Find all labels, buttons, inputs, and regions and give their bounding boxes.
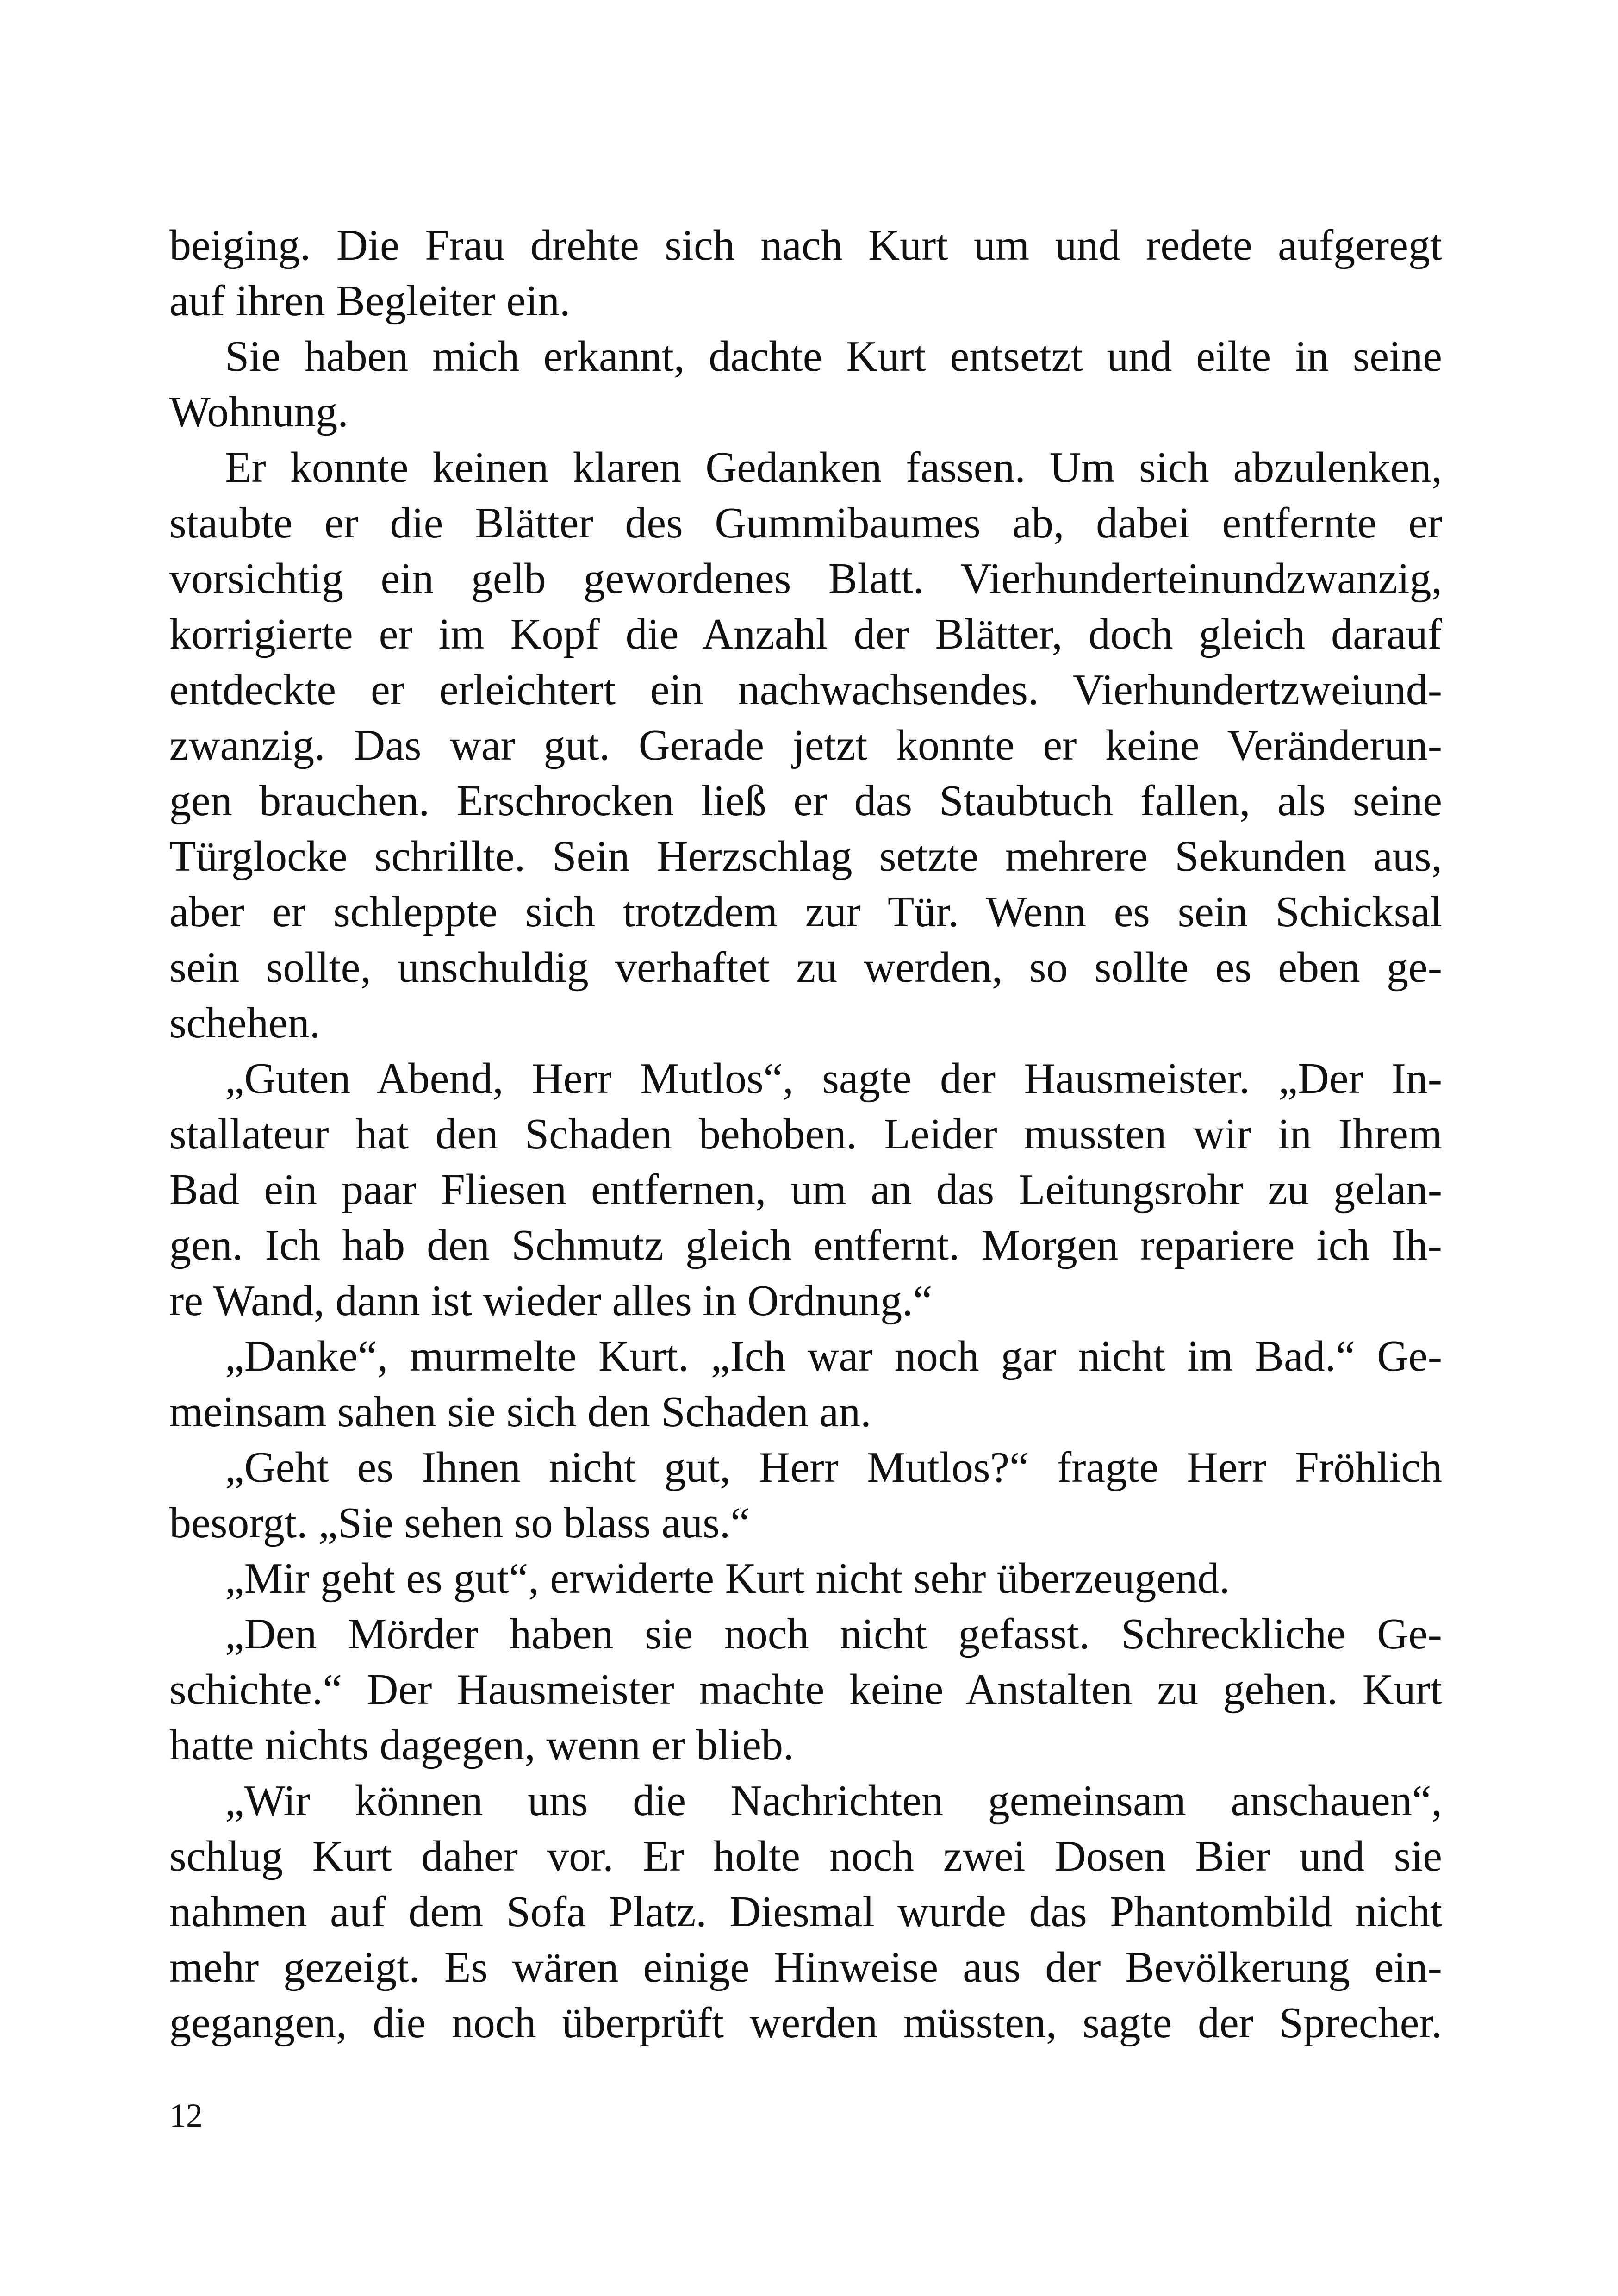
text-line: stallateur hat den Schaden behoben. Leider mussten wir in Ihrem <box>169 1110 1442 1158</box>
text-line: entdeckte er erleichtert ein nachwachsendes. Vierhundertzweiund- <box>169 666 1442 714</box>
text-line: „Danke“, murmelte Kurt. „Ich war noch gar nicht im Bad.“ Ge- <box>225 1332 1442 1380</box>
text-line: zwanzig. Das war gut. Gerade jetzt konnte er keine Veränderun- <box>169 721 1442 769</box>
text-line: Wohnung. <box>169 388 348 436</box>
paragraph <box>169 440 1442 1051</box>
text-line: Er konnte keinen klaren Gedanken fassen. Um sich abzulenken, <box>225 443 1442 492</box>
text-line: schlug Kurt daher vor. Er holte noch zwei Dosen Bier und sie <box>169 1832 1442 1880</box>
text-line: „Den Mörder haben sie noch nicht gefasst. Schreckliche Ge- <box>225 1610 1442 1658</box>
text-line: gen. Ich hab den Schmutz gleich entfernt. Morgen repariere ich Ih- <box>169 1221 1442 1269</box>
body-text <box>169 218 1442 2051</box>
paragraph <box>169 1551 1442 1606</box>
text-line: sein sollte, unschuldig verhaftet zu werden, so sollte es eben ge- <box>169 943 1442 992</box>
paragraph <box>169 1773 1442 2051</box>
text-line: aber er schleppte sich trotzdem zur Tür. Wenn es sein Schicksal <box>169 888 1442 936</box>
text-line: nahmen auf dem Sofa Platz. Diesmal wurde das Phantombild nicht <box>169 1888 1442 1936</box>
text-line: auf ihren Begleiter ein. <box>169 277 571 325</box>
text-line: schichte.“ Der Hausmeister machte keine Anstalten zu gehen. Kurt <box>169 1666 1442 1714</box>
text-line: „Geht es Ihnen nicht gut, Herr Mutlos?“ fragte Herr Fröhlich <box>225 1443 1442 1491</box>
text-line: Türglocke schrillte. Sein Herzschlag setzte mehrere Sekunden aus, <box>169 832 1442 880</box>
text-line: staubte er die Blätter des Gummibaumes ab, dabei entfernte er <box>169 499 1442 547</box>
paragraph <box>169 1606 1442 1773</box>
paragraph <box>169 1440 1442 1551</box>
paragraph <box>169 218 1442 329</box>
text-line: schehen. <box>169 999 321 1047</box>
paragraph <box>169 1051 1442 1329</box>
text-line: „Mir geht es gut“, erwiderte Kurt nicht sehr überzeugend. <box>225 1554 1230 1603</box>
text-line: mehr gezeigt. Es wären einige Hinweise aus der Bevölkerung ein- <box>169 1943 1442 1991</box>
text-line: „Guten Abend, Herr Mutlos“, sagte der Hausmeister. „Der In- <box>225 1054 1442 1103</box>
text-line: hatte nichts dagegen, wenn er blieb. <box>169 1721 794 1769</box>
text-line: re Wand, dann ist wieder alles in Ordnung.“ <box>169 1277 933 1325</box>
text-line: „Wir können uns die Nachrichten gemeinsam anschauen“, <box>225 1777 1442 1825</box>
text-line: besorgt. „Sie sehen so blass aus.“ <box>169 1499 750 1547</box>
paragraph <box>169 329 1442 440</box>
text-line: beiging. Die Frau drehte sich nach Kurt um und redete aufgeregt <box>169 221 1442 269</box>
text-line: Sie haben mich erkannt, dachte Kurt entsetzt und eilte in seine <box>225 332 1442 381</box>
text-line: Bad ein paar Fliesen entfernen, um an das Leitungsrohr zu gelan- <box>169 1166 1442 1214</box>
text-line: vorsichtig ein gelb gewordenes Blatt. Vierhunderteinundzwanzig, <box>169 555 1442 603</box>
text-line: gen brauchen. Erschrocken ließ er das Staubtuch fallen, als seine <box>169 777 1442 825</box>
paragraph <box>169 1329 1442 1440</box>
text-line: korrigierte er im Kopf die Anzahl der Blätter, doch gleich darauf <box>169 610 1442 658</box>
text-line: gegangen, die noch überprüft werden müssten, sagte der Sprecher. <box>169 1999 1442 2047</box>
page-number: 12 <box>169 2097 203 2134</box>
text-line: meinsam sahen sie sich den Schaden an. <box>169 1388 871 1436</box>
